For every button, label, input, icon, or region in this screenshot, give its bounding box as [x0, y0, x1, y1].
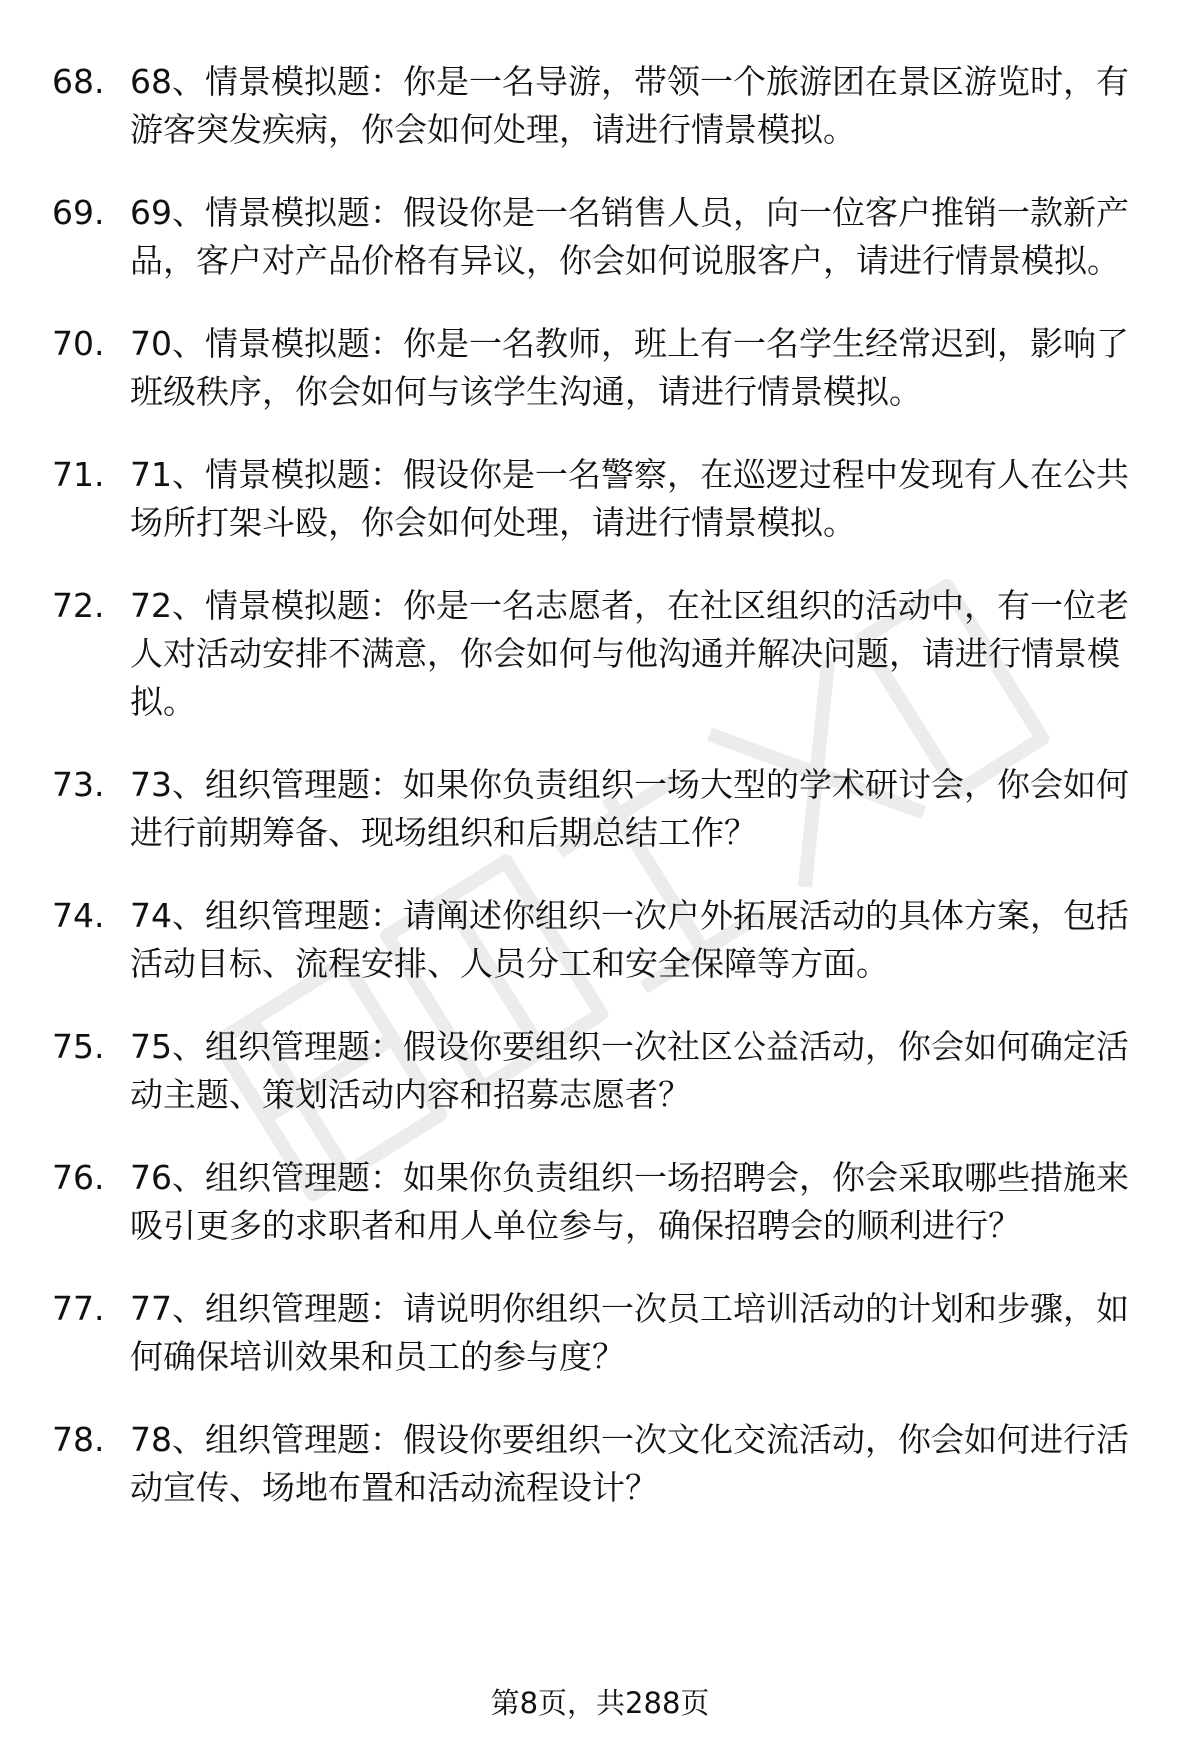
question-number: 76. [52, 1158, 105, 1197]
question-number: 78. [52, 1420, 105, 1459]
list-item [52, 189, 1152, 285]
question-text: 70、情景模拟题：你是一名教师，班上有一名学生经常迟到，影响了班级秩序，你会如何与该学生沟通，请进行情景模拟。 [130, 324, 1129, 411]
question-number: 69. [52, 193, 105, 232]
list-item [52, 582, 1152, 726]
question-text: 69、情景模拟题：假设你是一名销售人员，向一位客户推销一款新产品，客户对产品价格有异议，你会如何说服客户，请进行情景模拟。 [130, 193, 1129, 280]
question-text: 68、情景模拟题：你是一名导游，带领一个旅游团在景区游览时，有游客突发疾病，你会如何处理，请进行情景模拟。 [130, 62, 1129, 149]
list-item [52, 451, 1152, 547]
list-item [52, 1154, 1152, 1250]
question-text: 74、组织管理题：请阐述你组织一次户外拓展活动的具体方案，包括活动目标、流程安排、人员分工和安全保障等方面。 [130, 896, 1129, 983]
question-text: 72、情景模拟题：你是一名志愿者，在社区组织的活动中，有一位老人对活动安排不满意，你会如何与他沟通并解决问题，请进行情景模拟。 [130, 586, 1129, 721]
page-footer [0, 1683, 1200, 1723]
question-number: 70. [52, 324, 105, 363]
list-item [52, 320, 1152, 416]
question-text: 77、组织管理题：请说明你组织一次员工培训活动的计划和步骤，如何确保培训效果和员工的参与度？ [130, 1289, 1129, 1376]
list-item [52, 761, 1152, 857]
question-text: 73、组织管理题：如果你负责组织一场大型的学术研讨会，你会如何进行前期筹备、现场组织和后期总结工作？ [130, 765, 1129, 852]
question-number: 77. [52, 1289, 105, 1328]
question-text: 75、组织管理题：假设你要组织一次社区公益活动，你会如何确定活动主题、策划活动内容和招募志愿者？ [130, 1027, 1129, 1114]
question-number: 68. [52, 62, 105, 101]
list-item [52, 1285, 1152, 1381]
question-number: 71. [52, 455, 105, 494]
question-number: 72. [52, 586, 105, 625]
list-item [52, 1023, 1152, 1119]
list-item [52, 1416, 1152, 1512]
question-text: 76、组织管理题：如果你负责组织一场招聘会，你会采取哪些措施来吸引更多的求职者和用人单位参与，确保招聘会的顺利进行？ [130, 1158, 1129, 1245]
page-number-label: 第8页，共288页 [490, 1686, 710, 1720]
question-text: 78、组织管理题：假设你要组织一次文化交流活动，你会如何进行活动宣传、场地布置和活动流程设计？ [130, 1420, 1129, 1507]
question-number: 73. [52, 765, 105, 804]
question-number: 75. [52, 1027, 105, 1066]
list-item [52, 58, 1152, 154]
question-list [52, 58, 1152, 1547]
list-item [52, 892, 1152, 988]
question-number: 74. [52, 896, 105, 935]
question-text: 71、情景模拟题：假设你是一名警察，在巡逻过程中发现有人在公共场所打架斗殴，你会如何处理，请进行情景模拟。 [130, 455, 1129, 542]
